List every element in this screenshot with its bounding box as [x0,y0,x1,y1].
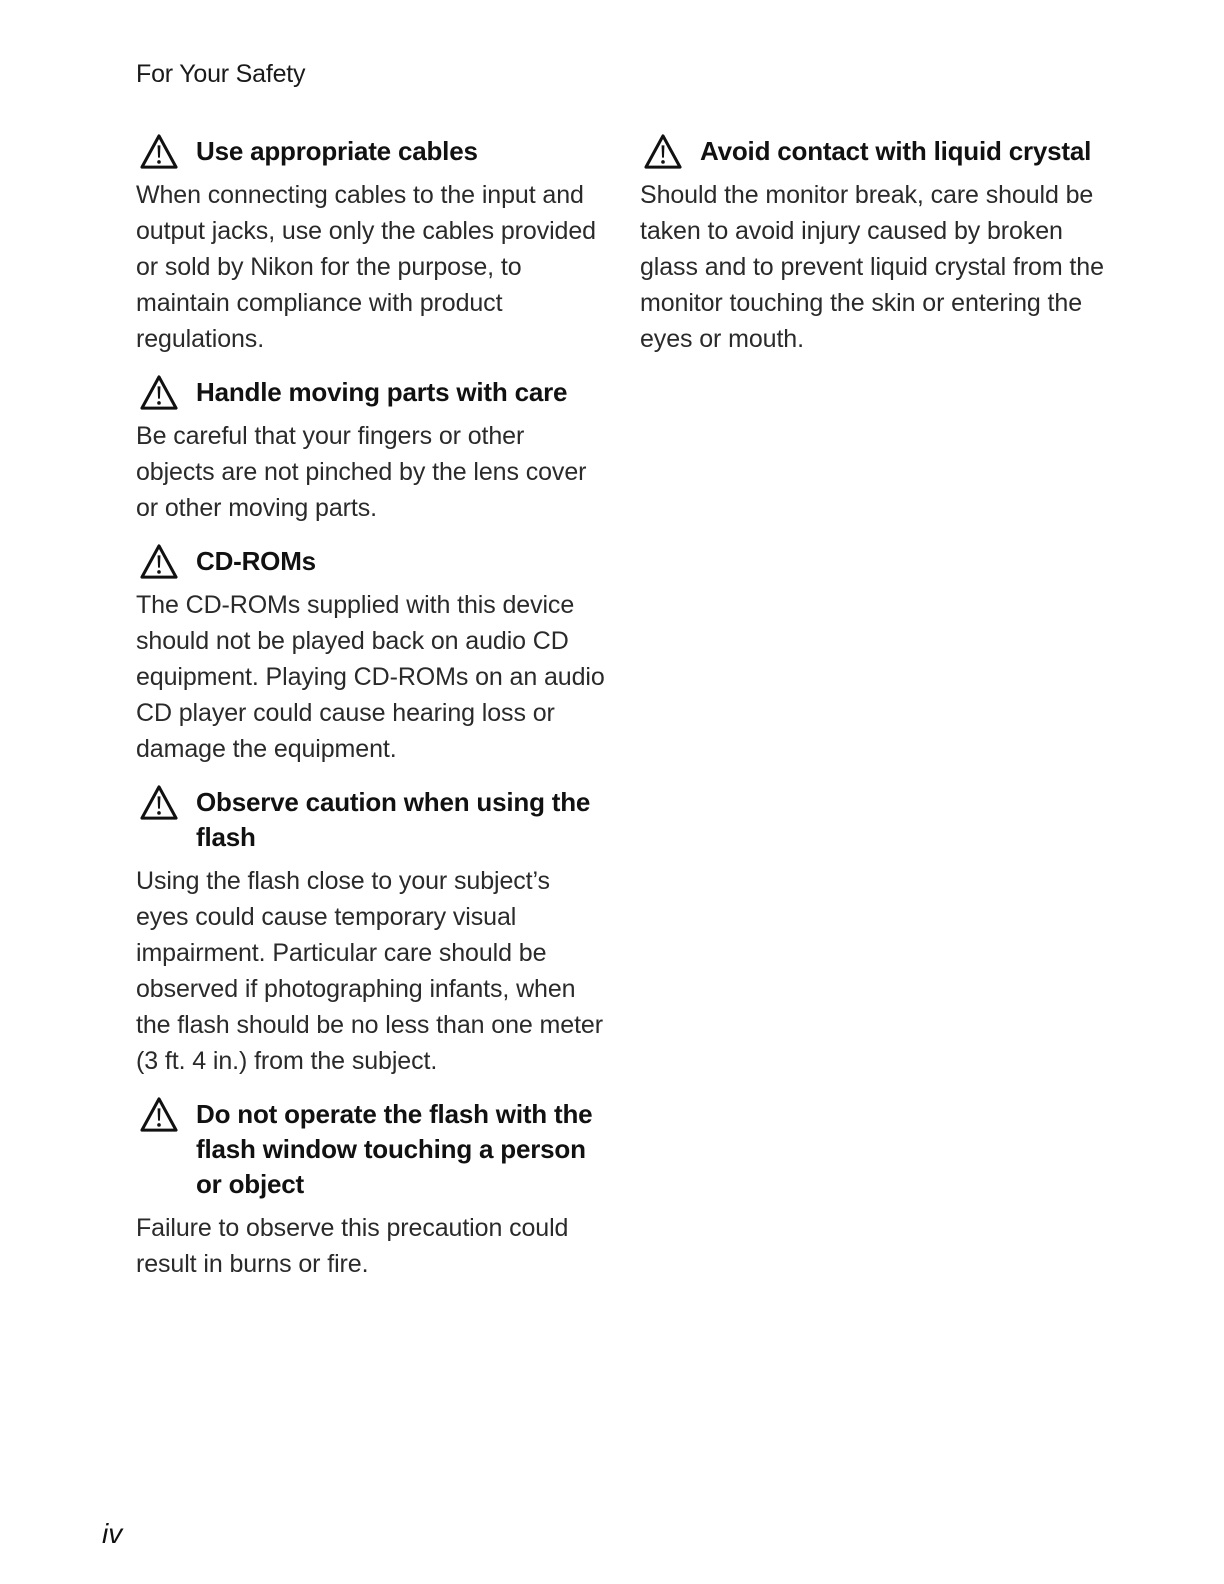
warning-triangle-icon [140,785,178,821]
section-heading [136,544,606,579]
section-heading [136,1097,606,1202]
right-column [640,134,1110,375]
section-heading [136,134,606,169]
section-body: The CD-ROMs supplied with this device should not be played back on audio CD equipment. Playing CD-ROMs on an audio CD player could cause hearing loss or damage the equipment. [136,591,605,763]
section-flash-window-touching [136,1097,606,1282]
warning-triangle-icon [140,375,178,411]
section-heading [640,134,1110,169]
section-title: CD-ROMs [196,546,316,576]
section-body: Using the flash close to your subject’s eyes could cause temporary visual impairment. Particular care should be observed if photographing infants, when the flash should be no less than one meter (3 ft. 4 in.) from the subject. [136,867,603,1075]
warning-triangle-icon [140,544,178,580]
section-heading [136,375,606,410]
section-use-appropriate-cables [136,134,606,357]
section-title: Handle moving parts with care [196,377,568,407]
page-number: iv [102,1518,123,1549]
section-liquid-crystal [640,134,1110,357]
section-title: Observe caution when using the flash [196,787,591,852]
section-flash-caution [136,785,606,1079]
warning-triangle-icon [644,134,682,170]
section-body: Should the monitor break, care should be taken to avoid injury caused by broken glass and to prevent liquid crystal from the monitor touching the skin or entering the eyes or mouth. [640,181,1104,353]
section-heading [136,785,606,855]
section-title: Use appropriate cables [196,136,478,166]
left-column [136,134,606,1300]
section-body: When connecting cables to the input and output jacks, use only the cables provided or sold by Nikon for the purpose, to maintain compliance with product regulations. [136,181,596,353]
warning-triangle-icon [140,1097,178,1133]
warning-triangle-icon [140,134,178,170]
section-handle-moving-parts [136,375,606,526]
running-header: For Your Safety [136,60,306,88]
section-body: Failure to observe this precaution could result in burns or fire. [136,1214,569,1278]
section-title: Avoid contact with liquid crystal [700,136,1092,166]
section-title: Do not operate the flash with the flash window touching a person or object [196,1099,593,1199]
section-body: Be careful that your fingers or other objects are not pinched by the lens cover or other moving parts. [136,422,587,522]
section-cd-roms [136,544,606,767]
